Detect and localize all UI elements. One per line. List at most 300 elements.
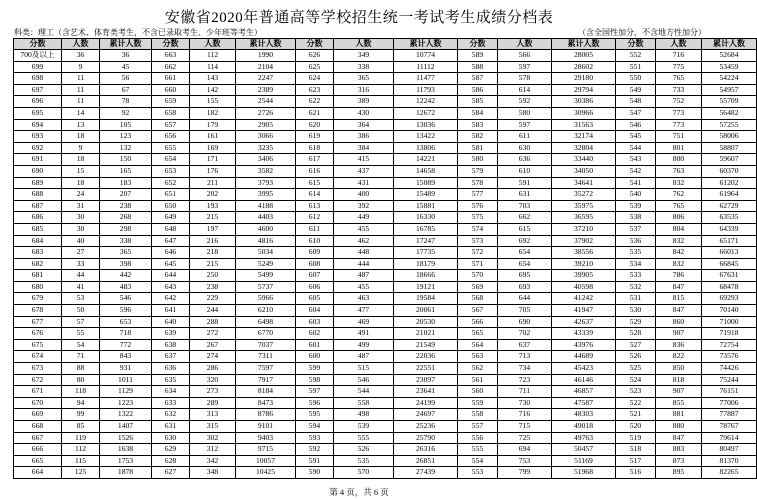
cumulative-cell: 5499	[236, 270, 296, 282]
cumulative-cell: 6210	[236, 305, 296, 317]
cumulative-cell: 61202	[702, 177, 757, 189]
score-cell: 667	[14, 432, 62, 444]
cumulative-cell: 77006	[702, 397, 757, 409]
count-cell: 832	[656, 235, 702, 247]
count-cell: 855	[656, 397, 702, 409]
table-row	[14, 351, 757, 363]
cumulative-cell: 931	[100, 363, 152, 375]
score-cell: 648	[152, 223, 190, 235]
score-cell: 525	[616, 363, 656, 375]
table-row	[14, 61, 757, 73]
score-cell: 520	[616, 421, 656, 433]
count-cell: 18	[62, 177, 100, 189]
score-cell: 662	[152, 61, 190, 73]
score-cell: 643	[152, 281, 190, 293]
score-cell: 621	[296, 107, 334, 119]
count-cell: 842	[656, 247, 702, 259]
cumulative-cell: 1223	[100, 397, 152, 409]
cumulative-cell: 29794	[552, 84, 616, 96]
count-cell: 491	[334, 328, 394, 340]
count-cell: 693	[498, 281, 552, 293]
table-row	[14, 270, 757, 282]
cumulative-cell: 78767	[702, 421, 757, 433]
cumulative-cell: 23641	[394, 386, 458, 398]
score-cell: 606	[296, 281, 334, 293]
cumulative-cell: 77887	[702, 409, 757, 421]
count-cell: 430	[334, 107, 394, 119]
count-cell: 526	[334, 444, 394, 456]
cumulative-cell: 72754	[702, 339, 757, 351]
cumulative-cell: 74426	[702, 363, 757, 375]
count-cell: 80	[62, 374, 100, 386]
count-cell: 705	[498, 305, 552, 317]
cumulative-cell: 12242	[394, 96, 458, 108]
score-cell: 593	[296, 432, 334, 444]
subject-label: 科类：理工（含艺术、体育类考生，不含已录取考生、少年班等考生）	[14, 28, 262, 37]
cumulative-cell: 365	[100, 247, 152, 259]
cumulative-cell: 5737	[236, 281, 296, 293]
count-cell: 880	[656, 421, 702, 433]
count-cell: 320	[190, 374, 236, 386]
cumulative-cell: 62729	[702, 200, 757, 212]
score-cell: 516	[616, 467, 656, 479]
table-row	[14, 154, 757, 166]
cumulative-cell: 20061	[394, 305, 458, 317]
table-row	[14, 421, 757, 433]
score-cell: 543	[616, 154, 656, 166]
cumulative-cell: 36	[100, 50, 152, 62]
count-cell: 692	[498, 235, 552, 247]
count-cell: 11	[62, 96, 100, 108]
score-cell: 677	[14, 316, 62, 328]
cumulative-cell: 8473	[236, 397, 296, 409]
score-cell: 589	[458, 50, 498, 62]
table-row	[14, 316, 757, 328]
score-cell: 542	[616, 165, 656, 177]
score-cell: 684	[14, 235, 62, 247]
table-row	[14, 96, 757, 108]
score-cell: 682	[14, 258, 62, 270]
count-cell: 389	[334, 96, 394, 108]
cumulative-cell: 51169	[552, 455, 616, 467]
score-cell: 565	[458, 328, 498, 340]
page-title: 安徽省2020年普通高等学校招生统一考试考生成绩分档表	[164, 10, 554, 26]
count-cell: 114	[190, 61, 236, 73]
cumulative-cell: 4403	[236, 212, 296, 224]
cumulative-cell: 43339	[552, 328, 616, 340]
cumulative-cell: 34641	[552, 177, 616, 189]
score-cell: 586	[458, 84, 498, 96]
score-cell: 654	[152, 154, 190, 166]
count-cell: 711	[498, 386, 552, 398]
count-cell: 13	[62, 119, 100, 131]
column-header: 分数	[458, 39, 498, 50]
score-cell: 673	[14, 363, 62, 375]
count-cell: 364	[334, 119, 394, 131]
table-row	[14, 73, 757, 85]
column-header: 人数	[334, 39, 394, 50]
count-cell: 716	[656, 50, 702, 62]
column-header: 人数	[656, 39, 702, 50]
count-cell: 455	[334, 223, 394, 235]
cumulative-cell: 45	[100, 61, 152, 73]
count-cell: 775	[656, 61, 702, 73]
score-cell: 661	[152, 73, 190, 85]
count-cell: 54	[62, 339, 100, 351]
count-cell: 142	[190, 84, 236, 96]
score-cell: 536	[616, 235, 656, 247]
cumulative-cell: 29180	[552, 73, 616, 85]
score-cell: 617	[296, 154, 334, 166]
cumulative-cell: 51968	[552, 467, 616, 479]
cumulative-cell: 1322	[100, 409, 152, 421]
count-cell: 155	[190, 96, 236, 108]
cumulative-cell: 1990	[236, 50, 296, 62]
score-cell: 592	[296, 444, 334, 456]
score-cell: 636	[152, 363, 190, 375]
cumulative-cell: 68478	[702, 281, 757, 293]
count-cell: 85	[62, 421, 100, 433]
score-cell: 603	[296, 316, 334, 328]
column-header: 累计人数	[394, 39, 458, 50]
cumulative-cell: 3406	[236, 154, 296, 166]
cumulative-cell: 26316	[394, 444, 458, 456]
cumulative-cell: 32174	[552, 131, 616, 143]
cumulative-cell: 18179	[394, 258, 458, 270]
score-cell: 551	[616, 61, 656, 73]
score-cell: 522	[616, 397, 656, 409]
cumulative-cell: 71000	[702, 316, 757, 328]
column-header: 累计人数	[100, 39, 152, 50]
cumulative-cell: 4600	[236, 223, 296, 235]
count-cell: 338	[334, 61, 394, 73]
count-cell: 580	[498, 107, 552, 119]
count-cell: 202	[190, 189, 236, 201]
table-row	[14, 409, 757, 421]
table-row	[14, 84, 757, 96]
count-cell: 215	[190, 258, 236, 270]
count-cell: 273	[190, 386, 236, 398]
score-cell: 585	[458, 96, 498, 108]
count-cell: 33	[62, 258, 100, 270]
score-cell: 653	[152, 165, 190, 177]
cumulative-cell: 483	[100, 281, 152, 293]
score-cell: 669	[14, 409, 62, 421]
count-cell: 384	[334, 142, 394, 154]
cumulative-cell: 65171	[702, 235, 757, 247]
cumulative-cell: 21021	[394, 328, 458, 340]
score-cell: 625	[296, 61, 334, 73]
cumulative-cell: 5034	[236, 247, 296, 259]
cumulative-cell: 30966	[552, 107, 616, 119]
cumulative-cell: 69293	[702, 293, 757, 305]
count-cell: 907	[656, 386, 702, 398]
score-cell: 633	[152, 397, 190, 409]
score-cell: 576	[458, 200, 498, 212]
cumulative-cell: 1407	[100, 421, 152, 433]
cumulative-cell: 76151	[702, 386, 757, 398]
score-cell: 552	[616, 50, 656, 62]
cumulative-cell: 123	[100, 131, 152, 143]
count-cell: 169	[190, 142, 236, 154]
count-cell: 289	[190, 397, 236, 409]
cumulative-cell: 16330	[394, 212, 458, 224]
count-cell: 40	[62, 235, 100, 247]
score-cell: 692	[14, 142, 62, 154]
column-header: 累计人数	[702, 39, 757, 50]
column-header: 分数	[296, 39, 334, 50]
table-row	[14, 467, 757, 479]
score-cell: 533	[616, 270, 656, 282]
count-cell: 558	[334, 397, 394, 409]
cumulative-cell: 1011	[100, 374, 152, 386]
count-cell: 578	[498, 73, 552, 85]
score-cell: 602	[296, 328, 334, 340]
score-cell: 550	[616, 73, 656, 85]
cumulative-cell: 2544	[236, 96, 296, 108]
cumulative-cell: 38556	[552, 247, 616, 259]
score-cell: 573	[458, 235, 498, 247]
score-cell: 569	[458, 281, 498, 293]
cumulative-cell: 17735	[394, 247, 458, 259]
cumulative-cell: 718	[100, 328, 152, 340]
score-cell: 529	[616, 316, 656, 328]
column-header: 人数	[62, 39, 100, 50]
score-cell: 540	[616, 189, 656, 201]
count-cell: 752	[656, 96, 702, 108]
count-cell: 765	[656, 73, 702, 85]
score-cell: 577	[458, 189, 498, 201]
score-cell: 629	[152, 444, 190, 456]
count-cell: 463	[334, 293, 394, 305]
count-cell: 804	[656, 223, 702, 235]
count-cell: 437	[334, 165, 394, 177]
table-row	[14, 397, 757, 409]
score-cell: 616	[296, 165, 334, 177]
count-cell: 570	[334, 467, 394, 479]
cumulative-cell: 1638	[100, 444, 152, 456]
cumulative-cell: 7917	[236, 374, 296, 386]
cumulative-cell: 9715	[236, 444, 296, 456]
cumulative-cell: 10425	[236, 467, 296, 479]
count-cell: 733	[656, 84, 702, 96]
count-cell: 713	[498, 351, 552, 363]
cumulative-cell: 183	[100, 177, 152, 189]
cumulative-cell: 268	[100, 212, 152, 224]
table-row	[14, 177, 757, 189]
cumulative-cell: 70140	[702, 305, 757, 317]
score-cell: 700及以上	[14, 50, 62, 62]
score-cell: 537	[616, 223, 656, 235]
score-cell: 548	[616, 96, 656, 108]
score-cell: 546	[616, 119, 656, 131]
cumulative-cell: 35975	[552, 200, 616, 212]
score-cell: 561	[458, 374, 498, 386]
table-row	[14, 455, 757, 467]
count-cell: 342	[190, 455, 236, 467]
score-cell: 618	[296, 142, 334, 154]
cumulative-cell: 37902	[552, 235, 616, 247]
count-cell: 836	[656, 339, 702, 351]
score-cell: 535	[616, 247, 656, 259]
table-row	[14, 247, 757, 259]
count-cell: 316	[334, 84, 394, 96]
score-cell: 658	[152, 107, 190, 119]
score-cell: 568	[458, 293, 498, 305]
score-cell: 674	[14, 351, 62, 363]
cumulative-cell: 11793	[394, 84, 458, 96]
column-header: 累计人数	[236, 39, 296, 50]
count-cell: 654	[498, 258, 552, 270]
cumulative-cell: 46857	[552, 386, 616, 398]
table-row	[14, 258, 757, 270]
score-cell: 574	[458, 223, 498, 235]
cumulative-cell: 3995	[236, 189, 296, 201]
count-cell: 487	[334, 351, 394, 363]
count-cell: 41	[62, 281, 100, 293]
table-row	[14, 189, 757, 201]
score-cell: 655	[152, 142, 190, 154]
score-cell: 675	[14, 339, 62, 351]
cumulative-cell: 15089	[394, 177, 458, 189]
count-cell: 44	[62, 270, 100, 282]
cumulative-cell: 32804	[552, 142, 616, 154]
cumulative-cell: 41242	[552, 293, 616, 305]
count-cell: 99	[62, 409, 100, 421]
count-cell: 654	[498, 247, 552, 259]
score-cell: 545	[616, 131, 656, 143]
cumulative-cell: 10774	[394, 50, 458, 62]
score-cell: 631	[152, 421, 190, 433]
score-cell: 564	[458, 339, 498, 351]
count-cell: 15	[62, 165, 100, 177]
cumulative-cell: 3582	[236, 165, 296, 177]
score-cell: 690	[14, 165, 62, 177]
count-cell: 751	[656, 131, 702, 143]
cumulative-cell: 2389	[236, 84, 296, 96]
score-cell: 584	[458, 107, 498, 119]
count-cell: 448	[334, 247, 394, 259]
cumulative-cell: 52684	[702, 50, 757, 62]
count-cell: 610	[498, 165, 552, 177]
count-cell: 631	[498, 189, 552, 201]
score-cell: 680	[14, 281, 62, 293]
score-cell: 521	[616, 409, 656, 421]
score-cell: 610	[296, 235, 334, 247]
count-cell: 444	[334, 258, 394, 270]
cumulative-cell: 6770	[236, 328, 296, 340]
cumulative-cell: 71918	[702, 328, 757, 340]
count-cell: 723	[498, 374, 552, 386]
column-header: 人数	[498, 39, 552, 50]
score-cell: 698	[14, 73, 62, 85]
count-cell: 753	[498, 455, 552, 467]
score-cell: 678	[14, 305, 62, 317]
cumulative-cell: 54957	[702, 84, 757, 96]
score-cell: 689	[14, 177, 62, 189]
count-cell: 53	[62, 293, 100, 305]
cumulative-cell: 13806	[394, 142, 458, 154]
score-cell: 663	[152, 50, 190, 62]
score-cell: 539	[616, 200, 656, 212]
cumulative-cell: 25236	[394, 421, 458, 433]
score-cell: 638	[152, 339, 190, 351]
cumulative-cell: 44689	[552, 351, 616, 363]
score-cell: 518	[616, 444, 656, 456]
cumulative-cell: 58807	[702, 142, 757, 154]
score-cell: 687	[14, 200, 62, 212]
score-cell: 696	[14, 96, 62, 108]
score-cell: 623	[296, 84, 334, 96]
count-cell: 615	[498, 223, 552, 235]
cumulative-cell: 75244	[702, 374, 757, 386]
column-header: 人数	[190, 39, 236, 50]
count-cell: 250	[190, 270, 236, 282]
score-cell: 627	[152, 467, 190, 479]
score-cell: 646	[152, 247, 190, 259]
cumulative-cell: 1526	[100, 432, 152, 444]
score-cell: 647	[152, 235, 190, 247]
count-cell: 694	[498, 444, 552, 456]
count-cell: 400	[334, 189, 394, 201]
column-header: 分数	[14, 39, 62, 50]
count-cell: 315	[190, 421, 236, 433]
count-cell: 822	[656, 351, 702, 363]
score-cell: 558	[458, 409, 498, 421]
count-cell: 182	[190, 107, 236, 119]
count-cell: 115	[62, 455, 100, 467]
score-cell: 559	[458, 397, 498, 409]
cumulative-cell: 238	[100, 200, 152, 212]
cumulative-cell: 34050	[552, 165, 616, 177]
score-cell: 581	[458, 142, 498, 154]
count-cell: 546	[334, 374, 394, 386]
score-cell: 632	[152, 409, 190, 421]
table-row	[14, 50, 757, 62]
count-cell: 734	[498, 363, 552, 375]
cumulative-cell: 11112	[394, 61, 458, 73]
table-row	[14, 165, 757, 177]
count-cell: 288	[190, 316, 236, 328]
count-cell: 847	[656, 305, 702, 317]
cumulative-cell: 8786	[236, 409, 296, 421]
cumulative-cell: 13036	[394, 119, 458, 131]
cumulative-cell: 4816	[236, 235, 296, 247]
cumulative-cell: 10057	[236, 455, 296, 467]
cumulative-cell: 39210	[552, 258, 616, 270]
cumulative-cell: 33440	[552, 154, 616, 166]
table-row	[14, 293, 757, 305]
cumulative-cell: 20530	[394, 316, 458, 328]
score-cell: 611	[296, 223, 334, 235]
count-cell: 88	[62, 363, 100, 375]
cumulative-cell: 3235	[236, 142, 296, 154]
cumulative-cell: 19584	[394, 293, 458, 305]
cumulative-cell: 22551	[394, 363, 458, 375]
count-cell: 455	[334, 281, 394, 293]
count-cell: 94	[62, 397, 100, 409]
count-cell: 614	[498, 84, 552, 96]
cumulative-cell: 9101	[236, 421, 296, 433]
cumulative-cell: 26851	[394, 455, 458, 467]
count-cell: 11	[62, 84, 100, 96]
count-cell: 244	[190, 305, 236, 317]
cumulative-cell: 207	[100, 189, 152, 201]
score-cell: 599	[296, 363, 334, 375]
score-distribution-table	[13, 38, 757, 479]
cumulative-cell: 9403	[236, 432, 296, 444]
score-cell: 683	[14, 247, 62, 259]
